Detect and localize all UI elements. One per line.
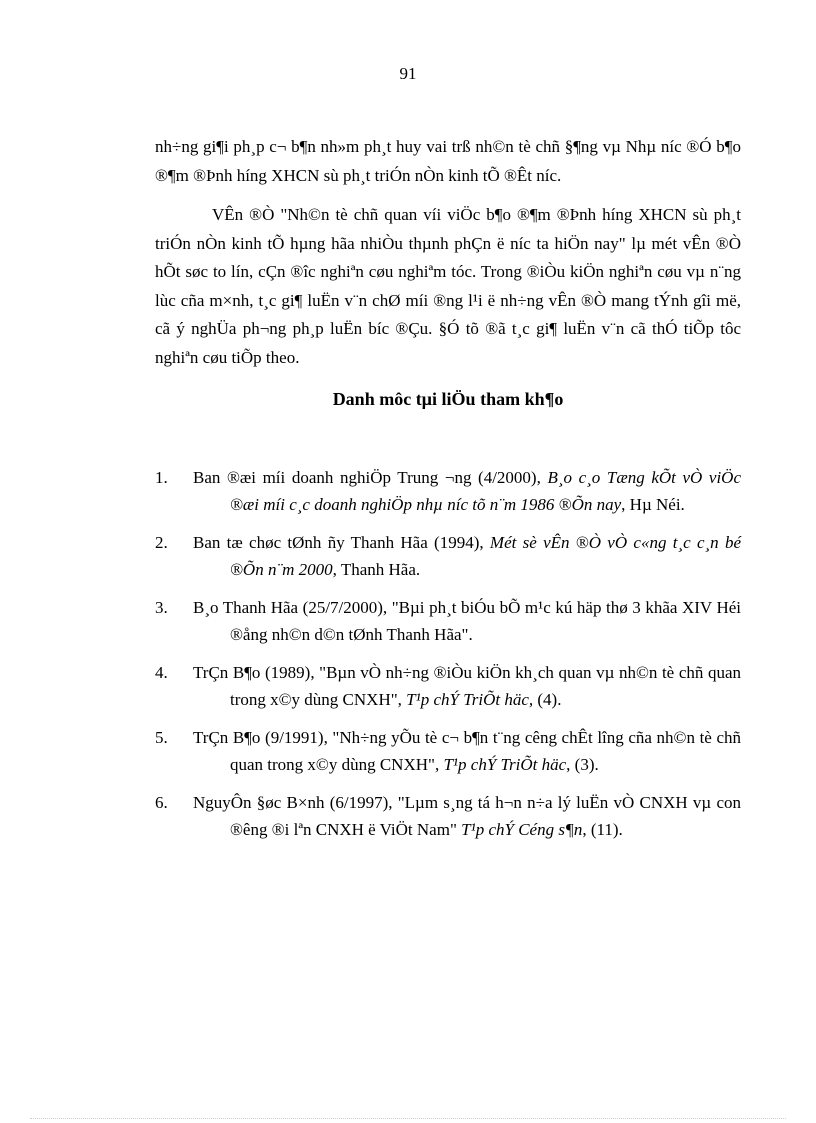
paragraph-1 xyxy=(155,133,741,190)
reference-journal: T¹p chÝ TriÕt häc, xyxy=(406,690,534,709)
page-number: 91 xyxy=(399,64,417,83)
reference-item xyxy=(155,464,741,518)
reference-item xyxy=(155,789,741,843)
reference-item xyxy=(155,594,741,648)
section-heading: Danh môc tµi liÖu tham kh¶o xyxy=(332,389,564,409)
paragraph-1-text: nh÷ng gi¶i ph¸p c¬ b¶n nh»m ph¸t huy vai trß nh©n tè chñ §¶ng vµ Nhµ níc ®Ó b¶o ®¶m ®Þnh híng XHCN sù ph¸t triÓn nÒn kinh tÕ ®Êt níc. xyxy=(155,137,741,185)
reference-text: Ban ®æi míi doanh nghiÖp Trung ¬ng (4/2000), xyxy=(193,468,548,487)
reference-suffix: , Thanh Hãa. xyxy=(332,560,421,579)
reference-text: TrÇn B¶o (1989), "Bµn vÒ nh÷ng ®iÒu kiÖn kh¸ch quan vµ nh©n tè chñ quan trong x©y dùng CNXH", xyxy=(193,663,741,709)
reference-suffix: , (11). xyxy=(582,820,623,839)
reference-suffix: , Hµ Néi. xyxy=(621,495,685,514)
paragraph-2-text: VÊn ®Ò "Nh©n tè chñ quan víi viÖc b¶o ®¶m ®Þnh híng XHCN sù ph¸t triÓn nÒn kinh tÕ hµng hãa nhiÒu thµnh phÇn ë níc ta hiÖn nay" lµ mét vÊn ®Ò hÕt søc to lín, cÇn ®îc nghiªn cøu nghiªm tóc. Trong ®iÒu kiÖn nghiªn cøu vµ n¨ng lùc cña m×nh, t¸c gi¶ luËn v¨n chØ míi ®ng l¹i ë nh÷ng vÊn ®Ò mang tÝnh gîi më, cã ý nghÜa ph¬ng ph¸p luËn bíc ®Çu. §Ó tõ ®ã t¸c gi¶ luËn v¨n cã thÓ tiÕp tôc nghiªn cøu tiÕp theo. xyxy=(155,205,741,367)
reference-text: Ban tæ chøc tØnh ñy Thanh Hãa (1994), xyxy=(193,533,490,552)
reference-number: 4. xyxy=(155,663,168,682)
reference-suffix: , (3). xyxy=(566,755,599,774)
reference-journal: T¹p chÝ TriÕt häc xyxy=(443,755,567,774)
reference-title: B¸o c¸o Tæng kÕt vÒ viÖc ®æi míi c¸c doanh nghiÖp nhµ níc tõ n¨m 1986 ®Õn nay xyxy=(230,468,741,514)
reference-item xyxy=(155,659,741,713)
reference-number: 1. xyxy=(155,468,168,487)
reference-suffix: (4). xyxy=(533,690,562,709)
paragraph-2 xyxy=(155,201,741,372)
reference-item xyxy=(155,724,741,778)
reference-title: Mét sè vÊn ®Ò vÒ c«ng t¸c c¸n bé ®Õn n¨m 2000 xyxy=(230,533,741,579)
reference-number: 2. xyxy=(155,533,168,552)
reference-item xyxy=(155,529,741,583)
reference-list xyxy=(155,464,741,854)
reference-number: 5. xyxy=(155,728,168,747)
reference-text: TrÇn B¶o (9/1991), "Nh÷ng yÕu tè c¬ b¶n t¨ng cêng chÊt lîng cña nh©n tè chñ quan trong x©y dùng CNXH", xyxy=(193,728,741,774)
reference-number: 6. xyxy=(155,793,168,812)
reference-number: 3. xyxy=(155,598,168,617)
reference-text: B¸o Thanh Hãa (25/7/2000), "Bµi ph¸t biÓu bÕ m¹c kú häp thø 3 khãa XIV Héi ®ång nh©n d©n tØnh Thanh Hãa". xyxy=(193,598,741,644)
page-bottom-rule xyxy=(30,1118,786,1119)
reference-journal: T¹p chÝ Céng s¶n xyxy=(461,820,583,839)
reference-text: NguyÔn §øc B×nh (6/1997), "Lµm s¸ng tá h¬n n÷a lý luËn vÒ CNXH vµ con ®êng ®i lªn CNXH ë ViÖt Nam" xyxy=(193,793,741,839)
